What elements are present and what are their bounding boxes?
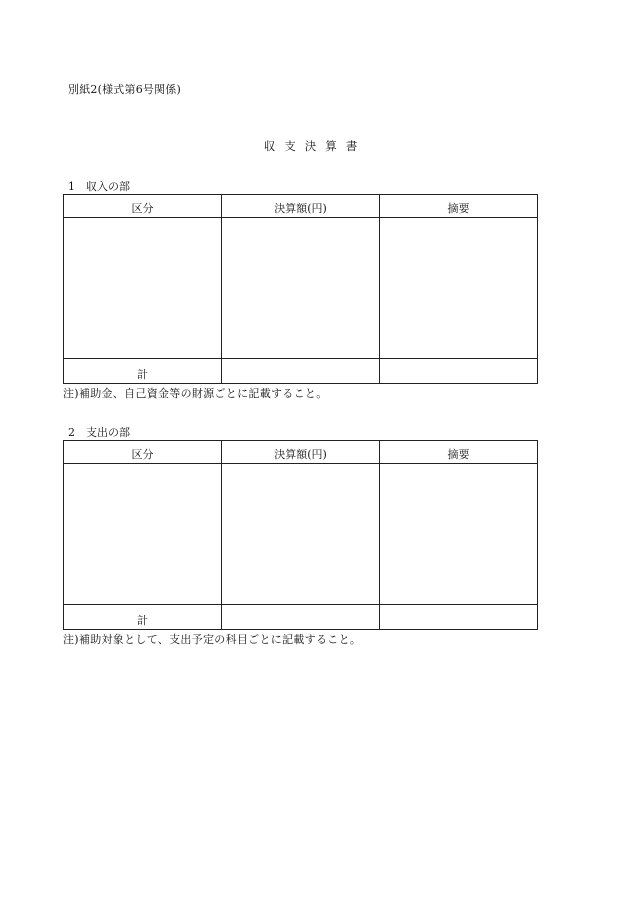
- expense-amount-cell[interactable]: [222, 464, 380, 605]
- expense-section-title: 支出の部: [86, 426, 130, 439]
- income-col-remarks: 摘要: [380, 195, 538, 218]
- expense-total-row: [64, 605, 538, 630]
- expense-remarks-cell[interactable]: [380, 464, 538, 605]
- expense-total-label: 計: [64, 605, 222, 630]
- expense-section-number: 2: [68, 426, 75, 439]
- income-section-number: 1: [68, 180, 75, 193]
- income-total-remarks-cell[interactable]: [380, 359, 538, 384]
- income-amount-cell[interactable]: [222, 218, 380, 359]
- income-remarks-cell[interactable]: [380, 218, 538, 359]
- expense-col-category: 区分: [64, 441, 222, 464]
- expense-total-remarks-cell[interactable]: [380, 605, 538, 630]
- expense-col-remarks: 摘要: [380, 441, 538, 464]
- expense-table: [63, 440, 538, 630]
- appendix-label: 別紙2(様式第6号関係): [68, 83, 181, 96]
- expense-col-amount: 決算額(円): [222, 441, 380, 464]
- income-section-title: 収入の部: [86, 180, 130, 193]
- expense-section-heading: [68, 424, 130, 440]
- income-col-category: 区分: [64, 195, 222, 218]
- income-table: [63, 194, 538, 384]
- income-col-amount: 決算額(円): [222, 195, 380, 218]
- income-total-label: 計: [64, 359, 222, 384]
- income-note: 注)補助金、自己資金等の財源ごとに記載すること。: [63, 387, 328, 400]
- income-body-row: [64, 218, 538, 359]
- expense-header-row: [64, 441, 538, 464]
- income-section-heading: [68, 178, 130, 194]
- expense-total-amount-cell[interactable]: [222, 605, 380, 630]
- expense-note: 注)補助対象として、支出予定の科目ごとに記載すること。: [63, 633, 362, 646]
- income-total-amount-cell[interactable]: [222, 359, 380, 384]
- expense-body-row: [64, 464, 538, 605]
- document-title: 収支決算書: [263, 139, 367, 153]
- expense-category-cell[interactable]: [64, 464, 222, 605]
- income-total-row: [64, 359, 538, 384]
- income-header-row: [64, 195, 538, 218]
- income-category-cell[interactable]: [64, 218, 222, 359]
